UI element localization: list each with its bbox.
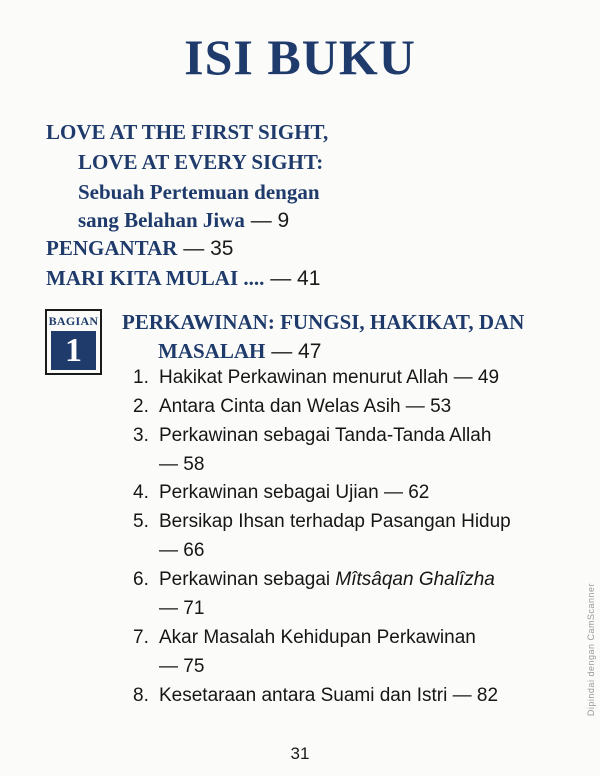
chapter-6-page: — 71 [159,598,205,619]
toc-pengantar-label: PENGANTAR [46,236,178,260]
chapter-entry-5 [133,510,511,534]
chapter-number: 7. [133,627,149,648]
chapter-number: 1. [133,367,149,388]
chapter-3-page: — 58 [159,454,205,475]
page-title: ISI BUKU [184,29,416,85]
chapter-entry-4 [133,481,429,505]
chapter-title: Perkawinan sebagai Tanda-Tanda Allah [159,425,492,446]
part-title-page: — 47 [271,340,322,363]
chapter-number: 3. [133,425,149,446]
toc-opening-line4-text: sang Belahan Jiwa [78,208,245,232]
toc-opening-line2: LOVE AT EVERY SIGHT: [78,150,324,174]
chapter-title: Akar Masalah Kehidupan Perkawinan [159,627,476,648]
toc-opening-page: — 9 [250,209,290,232]
part-badge-number: 1 [51,331,96,370]
chapter-title: Antara Cinta dan Welas Asih — 53 [159,396,452,417]
chapter-entry-8 [133,684,498,708]
chapter-number: 5. [133,511,149,532]
page-number: 31 [290,744,310,763]
chapter-5-page: — 66 [159,540,205,561]
part-title-line2 [158,338,321,365]
chapter-entry-6 [133,568,495,592]
toc-pengantar-page: — 35 [183,237,234,260]
chapter-7-page: — 75 [159,656,205,677]
part-title-line1: PERKAWINAN: FUNGSI, HAKIKAT, DAN [122,310,525,334]
toc-mulai-page: — 41 [270,267,321,290]
toc-mulai [46,265,320,292]
part-title-line2-text: MASALAH [158,339,266,363]
toc-pengantar [46,235,234,262]
chapter-title-prefix: Perkawinan sebagai [159,569,336,590]
toc-opening-line3: Sebuah Pertemuan dengan [78,180,320,204]
chapter-number: 4. [133,482,149,503]
toc-opening-line1: LOVE AT THE FIRST SIGHT, [46,120,329,144]
chapter-title-italic: Mîtsâqan Ghalîzha [335,569,495,590]
chapter-entry-7 [133,626,476,650]
chapter-number: 2. [133,396,149,417]
chapter-number: 8. [133,685,149,706]
toc-opening-line4 [78,207,289,234]
toc-mulai-label: MARI KITA MULAI .... [46,266,265,290]
part-badge-label: BAGIAN [48,314,99,328]
chapter-title: Kesetaraan antara Suami dan Istri — 82 [159,685,499,706]
chapter-title: Perkawinan sebagai Ujian — 62 [159,482,430,503]
chapter-title: Bersikap Ihsan terhadap Pasangan Hidup [159,511,511,532]
chapter-title: Hakikat Perkawinan menurut Allah — 49 [159,367,500,388]
part-badge [45,309,102,375]
chapter-number: 6. [133,569,149,590]
chapter-entry-2 [133,395,451,419]
chapter-entry-3 [133,424,491,448]
scanner-watermark: Dipindai dengan CamScanner [586,582,596,716]
chapter-entry-1 [133,366,499,390]
